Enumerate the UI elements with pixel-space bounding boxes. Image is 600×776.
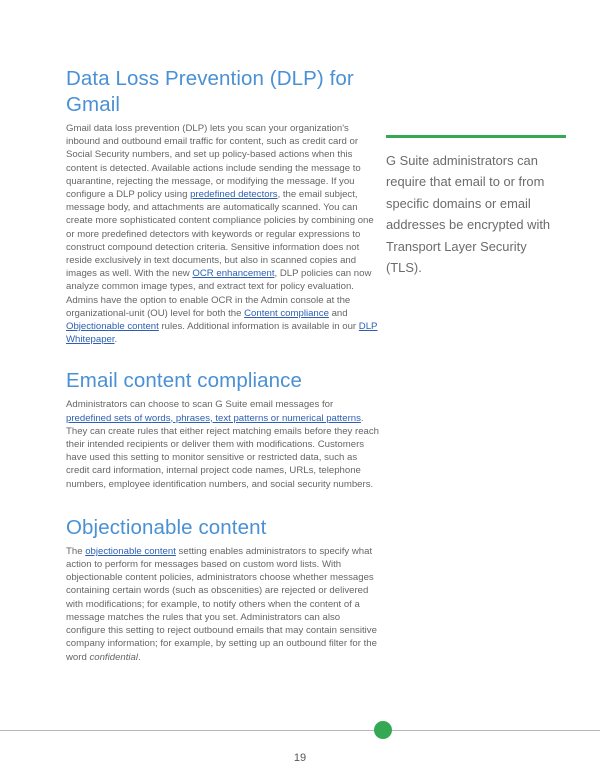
objectionable-content-paragraph: The objectionable content setting enables administrators to specify what action to perform for messages based on custom word lists. With objectionable content policies, administrators choose whether messages containing certain words (such as obscenities) are rejected or delivered with modifications; for example, to notify others when the content of a message matches the rules that you set. Administrators can also configure this setting to reject outbound emails that may contain sensitive company information; for example, by setting up an outbound filter for the word confidential. [66,545,377,663]
link-predefined-detectors[interactable]: predefined detectors [190,189,278,201]
link-predefined-sets[interactable]: predefined sets of words, phrases, text patterns or numerical patterns [66,412,361,424]
link-objectionable-content-setting[interactable]: objectionable content [85,545,176,557]
page-number: 19 [293,752,307,764]
footer-divider [0,730,600,731]
emphasis-confidential: confidential [89,651,139,663]
callout-rule [386,135,566,138]
callout-text: G Suite administrators can require that email to or from specific domains or email addresses be encrypted with Transport Layer Security (TLS). [386,153,551,276]
section-title-email-compliance: Email content compliance [66,369,302,393]
main-column [66,66,380,664]
link-objectionable-content[interactable]: Objectionable content [66,321,159,333]
link-content-compliance[interactable]: Content compliance [244,307,329,319]
callout-tls [386,135,566,278]
footer-dot-icon [374,721,392,739]
section-title-dlp: Data Loss Prevention (DLP) for Gmail [66,67,354,116]
link-dlp-whitepaper[interactable]: DLP Whitepaper [66,321,378,346]
dlp-paragraph: Gmail data loss prevention (DLP) lets you scan your organization's inbound and outbound email traffic for content, such as credit card or Social Security numbers, and set up policy-based actions when this content is detected. Available actions include sending the message to quarantine, rejecting the message, or modifying the message. If you configure a DLP policy using predefined detectors, the email subject, message body, and attachments are automatically scanned. You can create more sophisticated content compliance policies by combining one or more predefined detectors with keywords or regular expressions to construct compound detection criteria. Sensitive information does not reside exclusively in text documents, but also in scanned copies and images as well. With the new OCR enhancement, DLP policies can now analyze common image types, and extract text for policy evaluation. Admins have the option to enable OCR in the Admin console at the organizational-unit (OU) level for both the Content compliance and Objectionable content rules. Additional information is available in our DLP Whitepaper. [66,123,378,346]
section-dlp [66,66,380,346]
section-objectionable-content [66,515,380,664]
link-ocr-enhancement[interactable]: OCR enhancement [192,268,275,280]
email-compliance-paragraph: Administrators can choose to scan G Suite email messages for predefined sets of words, phrases, text patterns or numerical patterns. They can create rules that either reject matching emails before they reach their intended recipients or deliver them with modifications. Customers have used this setting to monitor sensitive or restricted data, such as credit card information, internal project code names, URLs, telephone numbers, employee identification numbers, and social security numbers. [66,399,380,490]
section-title-objectionable-content: Objectionable content [66,515,267,539]
section-email-compliance [66,368,380,490]
